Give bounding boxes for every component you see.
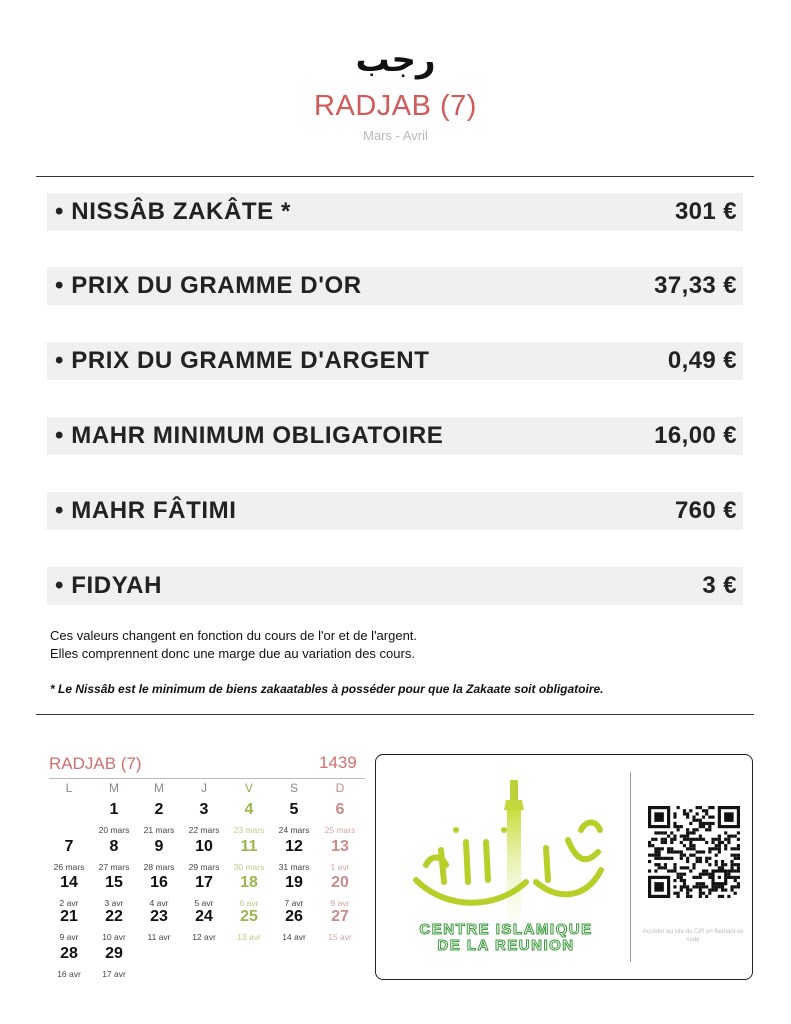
gregorian-date: 6 avr (239, 898, 259, 908)
calendar-day (47, 873, 91, 908)
row-value: 3 € (702, 572, 737, 599)
calendar-day (272, 800, 316, 835)
calligraphy-dot (501, 827, 507, 833)
calendar-day (318, 873, 362, 908)
gregorian-date: 20 mars (98, 825, 130, 835)
qr-code-icon[interactable] (648, 806, 740, 898)
row-label: • MAHR MINIMUM OBLIGATOIRE (55, 422, 444, 449)
gregorian-date: 5 avr (194, 898, 214, 908)
gregorian-date: 30 mars (233, 862, 265, 872)
hijri-day-number: 2 (154, 801, 164, 818)
row-label: • PRIX DU GRAMME D'OR (55, 272, 362, 299)
row-value: 301 € (674, 198, 737, 225)
minaret-balcony (504, 800, 524, 810)
weekday-header: M (109, 781, 119, 795)
calendar-day (92, 907, 136, 942)
calendar-day (182, 907, 226, 942)
arabic-month-title: رجب (355, 40, 436, 80)
row-value: 37,33 € (654, 272, 737, 299)
gregorian-date: 10 avr (102, 932, 126, 942)
hijri-day-number: 26 (285, 908, 303, 925)
calendar-day (47, 907, 91, 942)
calendar-day (272, 873, 316, 908)
row-label: • NISSÂB ZAKÂTE * (55, 198, 291, 225)
gregorian-date: 3 avr (104, 898, 124, 908)
gregorian-date: 27 mars (98, 862, 130, 872)
calendar-day (227, 837, 271, 872)
calendar-day (318, 837, 362, 872)
gregorian-date: 21 mars (143, 825, 175, 835)
row-value: 0,49 € (667, 347, 737, 374)
gregorian-date: 23 mars (233, 825, 265, 835)
gregorian-date: 17 avr (102, 969, 126, 979)
calendar-month: RADJAB (7) (49, 754, 142, 773)
hijri-day-number: 14 (60, 874, 78, 891)
row-value: 760 € (674, 497, 737, 524)
calendar-day (47, 837, 91, 872)
gregorian-date: 12 avr (192, 932, 216, 942)
hijri-day-number: 19 (285, 874, 303, 891)
hijri-day-number: 5 (289, 801, 299, 818)
gregorian-date: 8 avr (330, 898, 350, 908)
gregorian-date: 24 mars (278, 825, 310, 835)
gregorian-date: 13 avr (237, 932, 261, 942)
calendar-day (272, 907, 316, 942)
hijri-day-number: 22 (105, 908, 123, 925)
gregorian-date: 26 mars (53, 862, 85, 872)
row-value: 16,00 € (654, 422, 737, 449)
hijri-day-number: 18 (240, 874, 258, 891)
gregorian-date: 29 mars (188, 862, 220, 872)
weekday-header: V (244, 781, 253, 795)
weekday-header: M (154, 781, 164, 795)
hijri-day-number: 13 (331, 838, 349, 855)
calendar-day (227, 907, 271, 942)
weekday-header: S (289, 781, 298, 795)
logo-text-line-1: CENTRE ISLAMIQUE (419, 921, 593, 938)
minaret-shaft (507, 810, 521, 920)
row-silver-price (47, 342, 743, 380)
calendar-day (182, 800, 226, 835)
mosque-calligraphy-logo (386, 770, 626, 930)
gregorian-date: 15 avr (328, 932, 352, 942)
gregorian-date: 1 avr (330, 862, 350, 872)
calendar-day (92, 873, 136, 908)
calendar-day (92, 800, 136, 835)
month-title: RADJAB (7) (314, 90, 477, 122)
gregorian-date: 16 avr (57, 969, 81, 979)
weekday-header: D (335, 781, 345, 795)
hijri-day-number: 17 (195, 874, 213, 891)
hijri-day-number: 21 (60, 908, 78, 925)
row-label: • PRIX DU GRAMME D'ARGENT (55, 347, 430, 374)
note-line-2: Elles comprennent donc une marge due au variation des cours. (50, 646, 415, 661)
calendar-day (47, 944, 91, 979)
minaret-top (510, 780, 518, 800)
hijri-day-number: 25 (240, 908, 258, 925)
hijri-day-number: 23 (150, 908, 168, 925)
row-mahr-minimum (47, 417, 743, 455)
hijri-day-number: 7 (64, 838, 74, 855)
gregorian-date: 22 mars (188, 825, 220, 835)
hijri-day-number: 29 (105, 945, 123, 962)
hijri-day-number: 3 (199, 801, 209, 818)
hijri-day-number: 9 (154, 838, 164, 855)
hijri-day-number: 27 (331, 908, 349, 925)
calendar-day (272, 837, 316, 872)
calendar-day (227, 800, 271, 835)
gregorian-date: 11 avr (147, 932, 171, 942)
gregorian-date: 28 mars (143, 862, 175, 872)
row-label: • FIDYAH (55, 572, 162, 599)
hijri-day-number: 20 (331, 874, 349, 891)
row-gold-price (47, 267, 743, 305)
qr-caption: Accéder au site du CIR en flashant ce code (642, 929, 744, 943)
row-nissab (47, 193, 743, 231)
top-divider (36, 176, 754, 177)
bottom-divider (36, 714, 754, 715)
hijri-day-number: 4 (244, 801, 254, 818)
calendar-header-line (49, 778, 365, 779)
gregorian-date: 4 avr (149, 898, 169, 908)
row-mahr-fatimi (47, 492, 743, 530)
calendar-day (318, 907, 362, 942)
hijri-day-number: 24 (195, 908, 213, 925)
calendar-day (137, 800, 181, 835)
row-fidyah (47, 567, 743, 605)
gregorian-date: 14 avr (282, 932, 306, 942)
row-label: • MAHR FÂTIMI (55, 497, 237, 524)
month-subtitle: Mars - Avril (363, 128, 428, 143)
calendar-day (137, 837, 181, 872)
hijri-day-number: 12 (285, 838, 303, 855)
hijri-day-number: 10 (195, 838, 213, 855)
gregorian-date: 31 mars (278, 862, 310, 872)
calendar-day (318, 800, 362, 835)
hijri-day-number: 6 (335, 801, 345, 818)
gregorian-date: 2 avr (59, 898, 79, 908)
note-line-1: Ces valeurs changent en fonction du cours de l'or et de l'argent. (50, 628, 418, 643)
hijri-day-number: 8 (109, 838, 119, 855)
calendar-day (137, 873, 181, 908)
weekday-header: L (65, 781, 73, 795)
logo-divider (630, 772, 631, 962)
weekday-header: J (201, 781, 207, 795)
logo-text-line-2: DE LA REUNION (437, 937, 575, 954)
calendar-day (92, 837, 136, 872)
calendar-day (92, 944, 136, 979)
gregorian-date: 7 avr (284, 898, 304, 908)
hijri-day-number: 16 (150, 874, 168, 891)
calendar-year: 1439 (319, 753, 357, 772)
hijri-day-number: 1 (109, 801, 119, 818)
calendar-day (182, 837, 226, 872)
calendar-day (227, 873, 271, 908)
nissab-footnote: * Le Nissâb est le minimum de biens zakaatables à posséder pour que la Zakaate soit obligatoire. (50, 682, 604, 696)
calendar-day (182, 873, 226, 908)
hijri-day-number: 28 (60, 945, 78, 962)
gregorian-date: 9 avr (59, 932, 79, 942)
calligraphy-dot (453, 827, 459, 833)
hijri-day-number: 11 (240, 838, 258, 855)
gregorian-date: 25 mars (324, 825, 356, 835)
hijri-day-number: 15 (105, 874, 123, 891)
calendar-day (137, 907, 181, 942)
